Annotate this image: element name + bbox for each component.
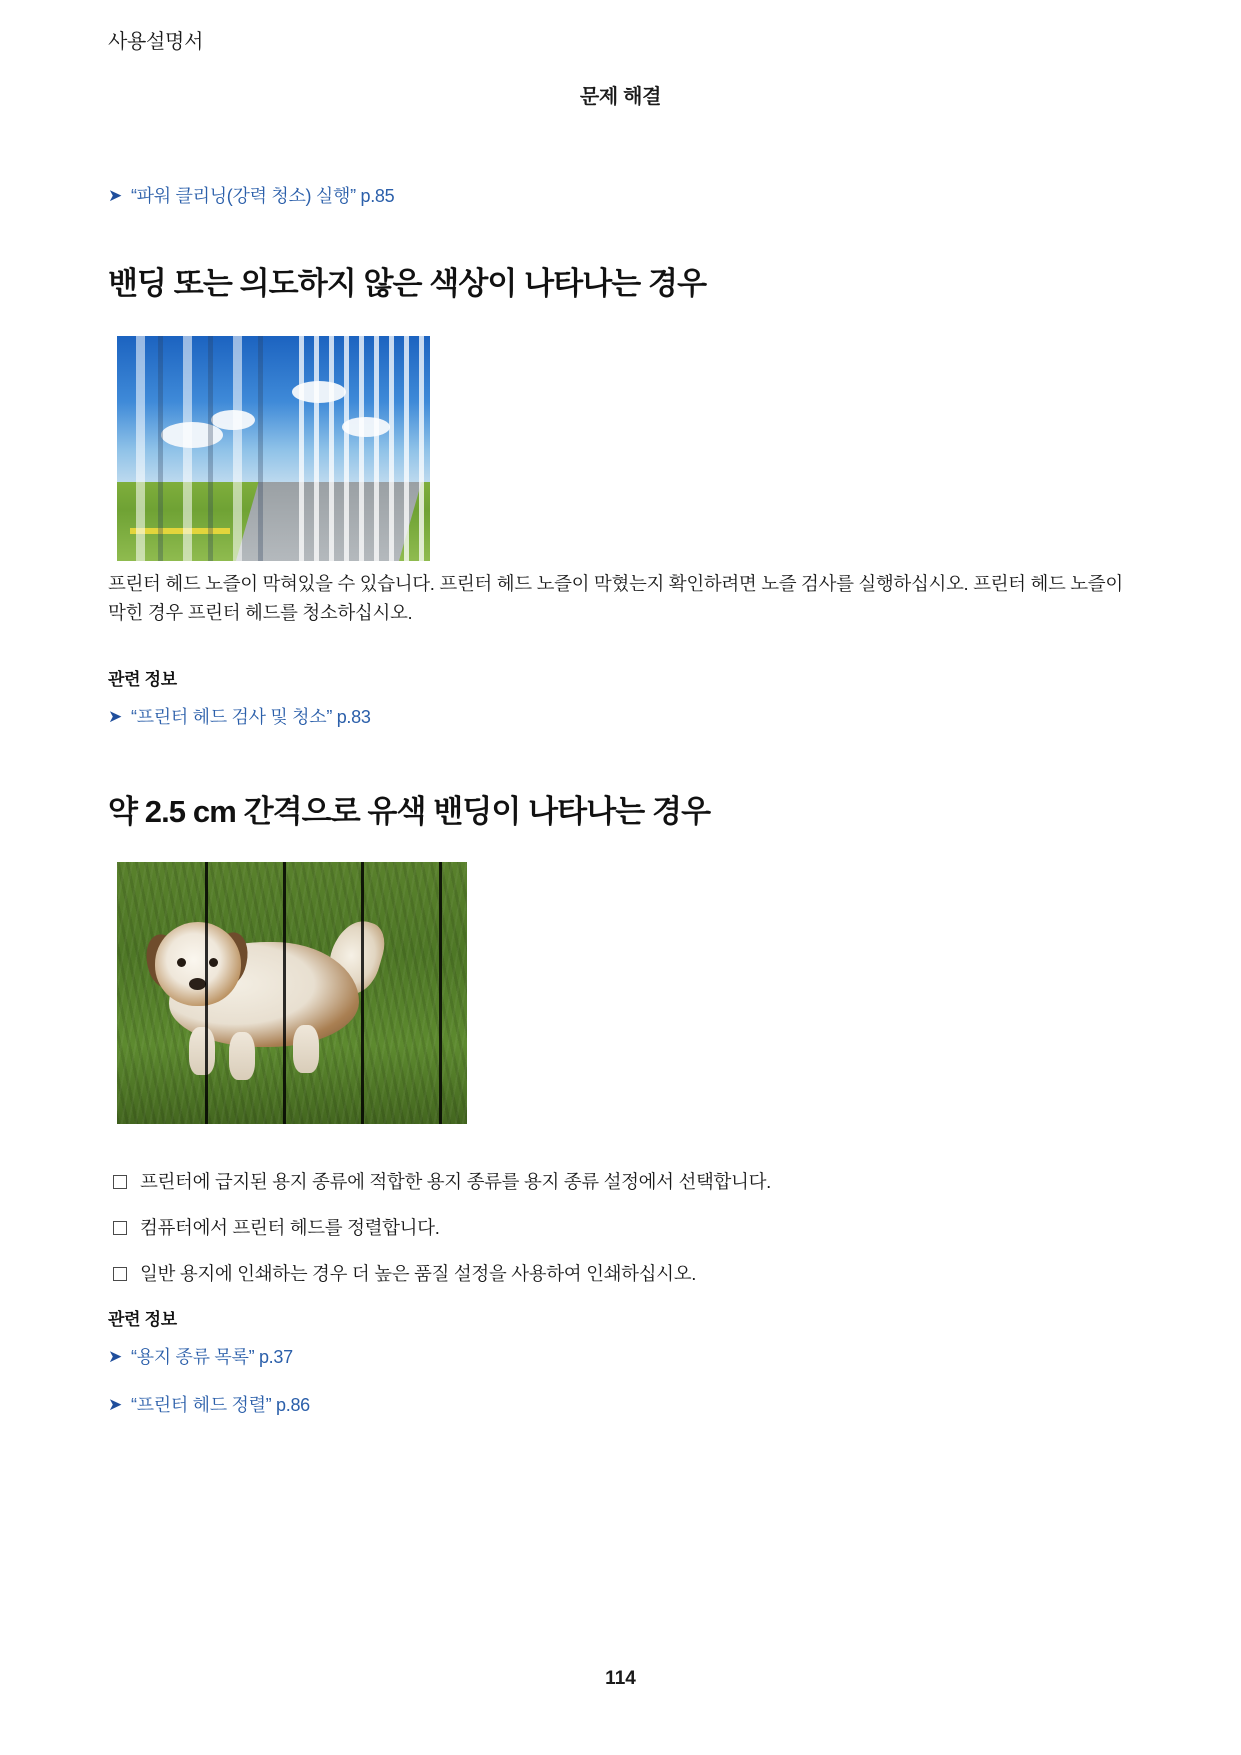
figure-dog-leg: [293, 1025, 319, 1073]
figure-dog-nose: [189, 978, 206, 990]
section-2-heading: 약 2.5 cm 간격으로 유색 밴딩이 나타나는 경우: [108, 794, 711, 829]
cross-reference-link-label: “파워 클리닝(강력 청소) 실행” p.85: [130, 186, 395, 206]
list-item: [113, 1168, 1113, 1196]
list-item-label: 프린터에 급지된 용지 종류에 적합한 용지 종류를 용지 종류 설정에서 선택합니다.: [140, 1171, 771, 1192]
figure-dog-eye: [177, 958, 186, 967]
list-item-label: 컴퓨터에서 프린터 헤드를 정렬합니다.: [140, 1216, 440, 1238]
figure-stripe-zone: [299, 336, 430, 561]
figure-band: [233, 336, 242, 561]
checkbox-bullet-icon: [113, 1175, 127, 1189]
section-1-related-link-1-label: “프린터 헤드 검사 및 청소” p.83: [130, 707, 371, 727]
figure-misalignment-line: [439, 862, 442, 1124]
section-2-related-link-2-label: “프린터 헤드 정렬” p.86: [130, 1395, 310, 1415]
figure-band: [258, 336, 263, 561]
section-heading: 문제 해결: [579, 86, 662, 108]
figure-misalignment-line: [283, 862, 286, 1124]
document-title: 사용설명서: [108, 31, 204, 53]
section-2-related-link-1-label: “용지 종류 목록” p.37: [130, 1347, 293, 1367]
section-2-related-label: 관련 정보: [108, 1310, 177, 1329]
figure-dog-head: [155, 922, 241, 1006]
figure-misalignment-line: [361, 862, 364, 1124]
banding-sample-image: [117, 336, 430, 561]
figure-dog-leg: [229, 1032, 255, 1080]
section-1-related-label: 관련 정보: [108, 670, 177, 689]
figure-dog-leg: [189, 1027, 215, 1075]
figure-band: [158, 336, 163, 561]
section-1-related-link-1[interactable]: [108, 703, 371, 729]
arrow-right-icon: ➤: [108, 707, 122, 726]
list-item: [113, 1214, 1113, 1242]
arrow-right-icon: ➤: [108, 1347, 122, 1366]
figure-band: [208, 336, 213, 561]
figure-band: [183, 336, 192, 561]
section-1-body: 프린터 헤드 노즐이 막혀있을 수 있습니다. 프린터 헤드 노즐이 막혔는지 확인하려면 노즐 검사를 실행하십시오. 프린터 헤드 노즐이 막힌 경우 프린터 헤드를 청소하십시오.: [108, 573, 1123, 623]
checkbox-bullet-icon: [113, 1267, 127, 1281]
page-number: 114: [605, 1668, 636, 1689]
section-2-related-link-1[interactable]: [108, 1343, 293, 1369]
arrow-right-icon: ➤: [108, 186, 122, 205]
list-item: [113, 1260, 1113, 1288]
list-item-label: 일반 용지에 인쇄하는 경우 더 높은 품질 설정을 사용하여 인쇄하십시오.: [140, 1262, 697, 1284]
cross-reference-link[interactable]: [108, 182, 394, 208]
misaligned-print-sample-image: [117, 862, 467, 1124]
figure-misalignment-line: [205, 862, 208, 1124]
arrow-right-icon: ➤: [108, 1395, 122, 1414]
section-1-heading: 밴딩 또는 의도하지 않은 색상이 나타나는 경우: [108, 266, 707, 301]
section-2-related-link-2[interactable]: [108, 1391, 310, 1417]
figure-band: [136, 336, 145, 561]
section-2-bullet-list: [113, 1168, 1113, 1305]
figure-dog-eye: [209, 958, 218, 967]
checkbox-bullet-icon: [113, 1221, 127, 1235]
